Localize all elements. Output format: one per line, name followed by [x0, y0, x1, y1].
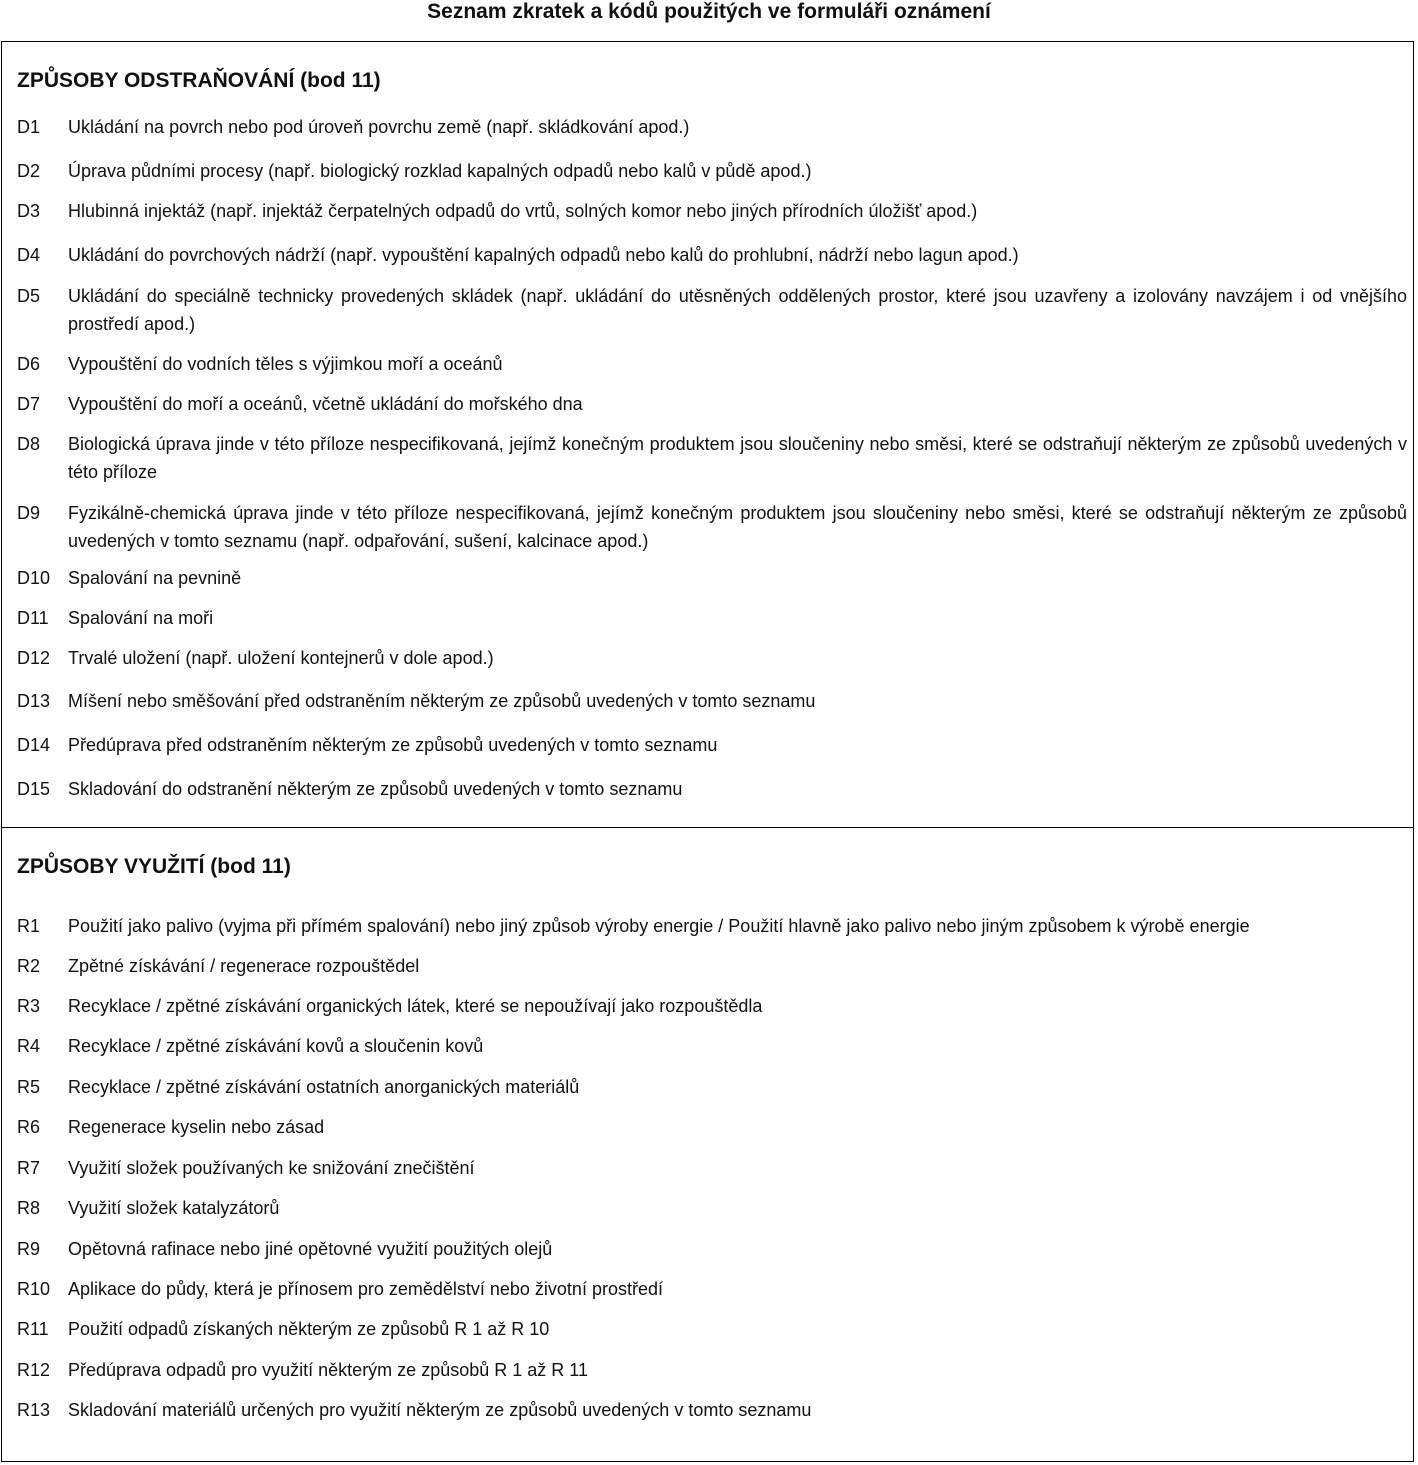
item-code: R6 [17, 1117, 41, 1137]
item-code: D10 [17, 568, 51, 588]
item-code: D3 [17, 201, 41, 221]
item-description: Fyzikálně-chemická úprava jinde v této příloze nespecifikovaná, jejímž konečným produktem jsou sloučeniny nebo směsi, které se odstraňují některým ze způsobů uvedených v tomto seznamu (např. odpařování, sušení, kalcinace apod.) [68, 503, 1407, 551]
item-code: D5 [17, 286, 41, 306]
item-code: D2 [17, 161, 41, 181]
disposal-section-heading: ZPŮSOBY ODSTRAŇOVÁNÍ (bod 11) [17, 69, 381, 92]
item-description: Recyklace / zpětné získávání ostatních anorganických materiálů [68, 1077, 580, 1097]
item-description: Vypouštění do vodních těles s výjimkou moří a oceánů [68, 354, 503, 374]
item-code: R3 [17, 996, 41, 1016]
item-description: Využití složek katalyzátorů [68, 1198, 280, 1218]
recovery-section-heading: ZPŮSOBY VYUŽITÍ (bod 11) [17, 855, 291, 878]
item-description: Předúprava odpadů pro využití některým ze způsobů R 1 až R 11 [68, 1360, 588, 1380]
item-description: Použití odpadů získaných některým ze způsobů R 1 až R 10 [68, 1319, 550, 1339]
item-description: Aplikace do půdy, která je přínosem pro zemědělství nebo životní prostředí [68, 1279, 663, 1299]
item-code: D15 [17, 779, 51, 799]
section-divider [2, 827, 1413, 828]
item-code: D12 [17, 648, 51, 668]
item-code: R11 [17, 1319, 49, 1339]
item-code: R1 [17, 916, 41, 936]
item-description: Hlubinná injektáž (např. injektáž čerpatelných odpadů do vrtů, solných komor nebo jiných přírodních úložišť apod.) [68, 201, 978, 221]
item-code: D4 [17, 245, 41, 265]
item-description: Předúprava před odstraněním některým ze způsobů uvedených v tomto seznamu [68, 735, 718, 755]
item-description: Spalování na pevnině [68, 568, 242, 588]
item-description: Opětovná rafinace nebo jiné opětovné využití použitých olejů [68, 1239, 553, 1259]
item-description: Spalování na moři [68, 608, 214, 628]
item-description: Skladování materiálů určených pro využití některým ze způsobů uvedených v tomto seznamu [68, 1400, 812, 1420]
item-code: D13 [17, 691, 51, 711]
item-code: D8 [17, 434, 41, 454]
item-description: Využití složek používaných ke snižování znečištění [68, 1158, 475, 1178]
item-code: D1 [17, 117, 41, 137]
item-code: R12 [17, 1360, 51, 1380]
item-description: Míšení nebo směšování před odstraněním některým ze způsobů uvedených v tomto seznamu [68, 691, 816, 711]
item-description: Zpětné získávání / regenerace rozpouštědel [68, 956, 420, 976]
item-description: Ukládání do speciálně technicky provedených skládek (např. ukládání do utěsněných oddělených prostor, které jsou uzavřeny a izolovány navzájem i od vnějšího prostředí apod.) [68, 286, 1407, 334]
document-title: Seznam zkratek a kódů použitých ve formuláři oznámení [427, 0, 991, 23]
item-code: R10 [17, 1279, 51, 1299]
item-code: R5 [17, 1077, 41, 1097]
item-description: Regenerace kyselin nebo zásad [68, 1117, 325, 1137]
item-description: Použití jako palivo (vyjma při přímém spalování) nebo jiný způsob výroby energie / Použití hlavně jako palivo nebo jiným způsobem k výrobě energie [68, 916, 1250, 936]
item-code: R9 [17, 1239, 41, 1259]
item-code: D9 [17, 503, 41, 523]
item-description: Ukládání do povrchových nádrží (např. vypouštění kapalných odpadů nebo kalů do prohlubní, nádrží nebo lagun apod.) [68, 245, 1019, 265]
item-description: Recyklace / zpětné získávání kovů a sloučenin kovů [68, 1036, 484, 1056]
item-code: D6 [17, 354, 41, 374]
item-code: D11 [17, 608, 49, 628]
item-description: Vypouštění do moří a oceánů, včetně ukládání do mořského dna [68, 394, 583, 414]
item-code: R4 [17, 1036, 41, 1056]
item-code: R2 [17, 956, 41, 976]
item-description: Úprava půdními procesy (např. biologický rozklad kapalných odpadů nebo kalů v půdě apod.) [68, 161, 812, 181]
item-description: Ukládání na povrch nebo pod úroveň povrchu země (např. skládkování apod.) [68, 117, 690, 137]
item-code: R7 [17, 1158, 41, 1178]
item-code: D14 [17, 735, 51, 755]
codes-table-frame [1, 41, 1414, 1462]
item-description: Biologická úprava jinde v této příloze nespecifikovaná, jejímž konečným produktem jsou sloučeniny nebo směsi, které se odstraňují některým ze způsobů uvedených v této příloze [68, 434, 1407, 482]
item-code: R13 [17, 1400, 51, 1420]
item-description: Trvalé uložení (např. uložení kontejnerů v dole apod.) [68, 648, 494, 668]
item-code: R8 [17, 1198, 41, 1218]
item-description: Recyklace / zpětné získávání organických látek, které se nepoužívají jako rozpouštědla [68, 996, 763, 1016]
item-code: D7 [17, 394, 41, 414]
item-description: Skladování do odstranění některým ze způsobů uvedených v tomto seznamu [68, 779, 683, 799]
